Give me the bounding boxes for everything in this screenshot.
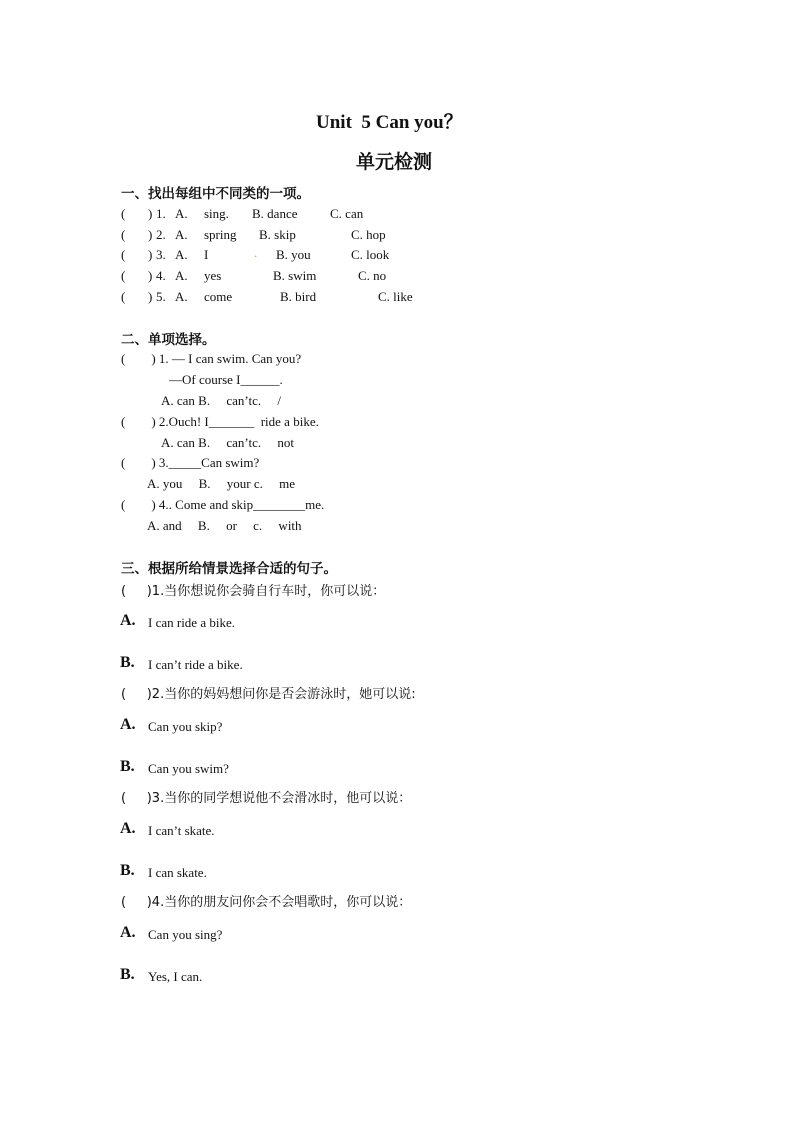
option-a: I can’t skate. [148,823,215,838]
question-1-options: A. can B. can’tc. / [161,393,281,408]
option-a-letter: A. [120,820,136,837]
question-4: ( ) 4.. Come and skip________me. [121,497,325,512]
option-a-letter: A. [175,206,188,221]
question-1: ( ) 1. — I can swim. Can you? [121,351,302,366]
option-a: I can ride a bike. [148,615,235,630]
question-2: ( ) 2.Ouch! I_______ ride a bike. [121,414,319,429]
option-c: C. like [378,289,413,304]
answer-paren-close: ) [148,247,153,262]
question-3-options: A. you B. your c. me [147,476,296,491]
option-a: I [204,247,209,262]
option-b: B. skip [259,227,296,242]
answer-paren-open: ( [121,227,126,242]
answer-paren-close: ) [148,289,153,304]
option-a: spring [204,227,237,242]
answer-paren-open: ( [121,289,126,304]
option-b: B. you [276,247,311,262]
answer-paren-open: ( [121,247,126,262]
option-c: C. can [330,206,364,221]
option-b: Yes, I can. [148,969,203,984]
option-b: I can skate. [148,865,207,880]
option-b-letter: B. [120,758,135,775]
situation-question: ( )1.当你想说你会骑自行车时，你可以说： [121,584,386,599]
option-b: B. bird [280,289,317,304]
answer-paren-close: ) [148,268,153,283]
option-c: C. look [351,247,390,262]
option-a-letter: A. [120,716,136,733]
question-1-line2: —Of course I______. [169,372,283,387]
stray-dot: . [254,245,258,260]
option-a-letter: A. [175,247,188,262]
option-a-letter: A. [120,612,136,629]
page-title: Unit 5 Can you？ [316,112,463,133]
question-number: 3. [156,247,166,262]
situation-question: ( )4.当你的朋友问你会不会唱歌时，你可以说： [121,895,412,910]
option-a: come [204,289,233,304]
option-a: Can you sing? [148,927,223,942]
answer-paren-open: ( [121,206,126,221]
section1-heading: 一、找出每组中不同类的一项。 [121,186,310,202]
option-a-letter: A. [120,924,136,941]
section3-heading: 三、根据所给情景选择合适的句子。 [121,561,337,577]
question-4-options: A. and B. or c. with [147,518,302,533]
option-c: C. no [358,268,387,283]
answer-paren-open: ( [121,268,126,283]
section2-heading: 二、单项选择。 [121,332,216,348]
question-number: 1. [156,206,166,221]
answer-paren-close: ) [148,206,153,221]
question-number: 4. [156,268,166,283]
question-number: 5. [156,289,166,304]
option-a-letter: A. [175,289,188,304]
option-a-letter: A. [175,227,188,242]
option-b-letter: B. [120,654,135,671]
option-b-letter: B. [120,966,135,983]
situation-question: ( )3.当你的同学想说他不会滑冰时，他可以说： [121,791,412,806]
option-b: B. swim [273,268,317,283]
option-c: C. hop [351,227,386,242]
option-a: yes [204,268,222,283]
option-a: sing. [204,206,229,221]
option-b-letter: B. [120,862,135,879]
option-a-letter: A. [175,268,188,283]
situation-question: ( )2.当你的妈妈想问你是否会游泳时，她可以说: [121,687,416,702]
question-2-options: A. can B. can’tc. not [161,435,294,450]
question-number: 2. [156,227,166,242]
answer-paren-close: ) [148,227,153,242]
option-a: Can you skip? [148,719,223,734]
question-3: ( ) 3._____Can swim? [121,455,260,470]
option-b: B. dance [252,206,298,221]
option-b: Can you swim? [148,761,229,776]
page-subtitle: 单元检测 [356,152,433,173]
option-b: I can’t ride a bike. [148,657,243,672]
